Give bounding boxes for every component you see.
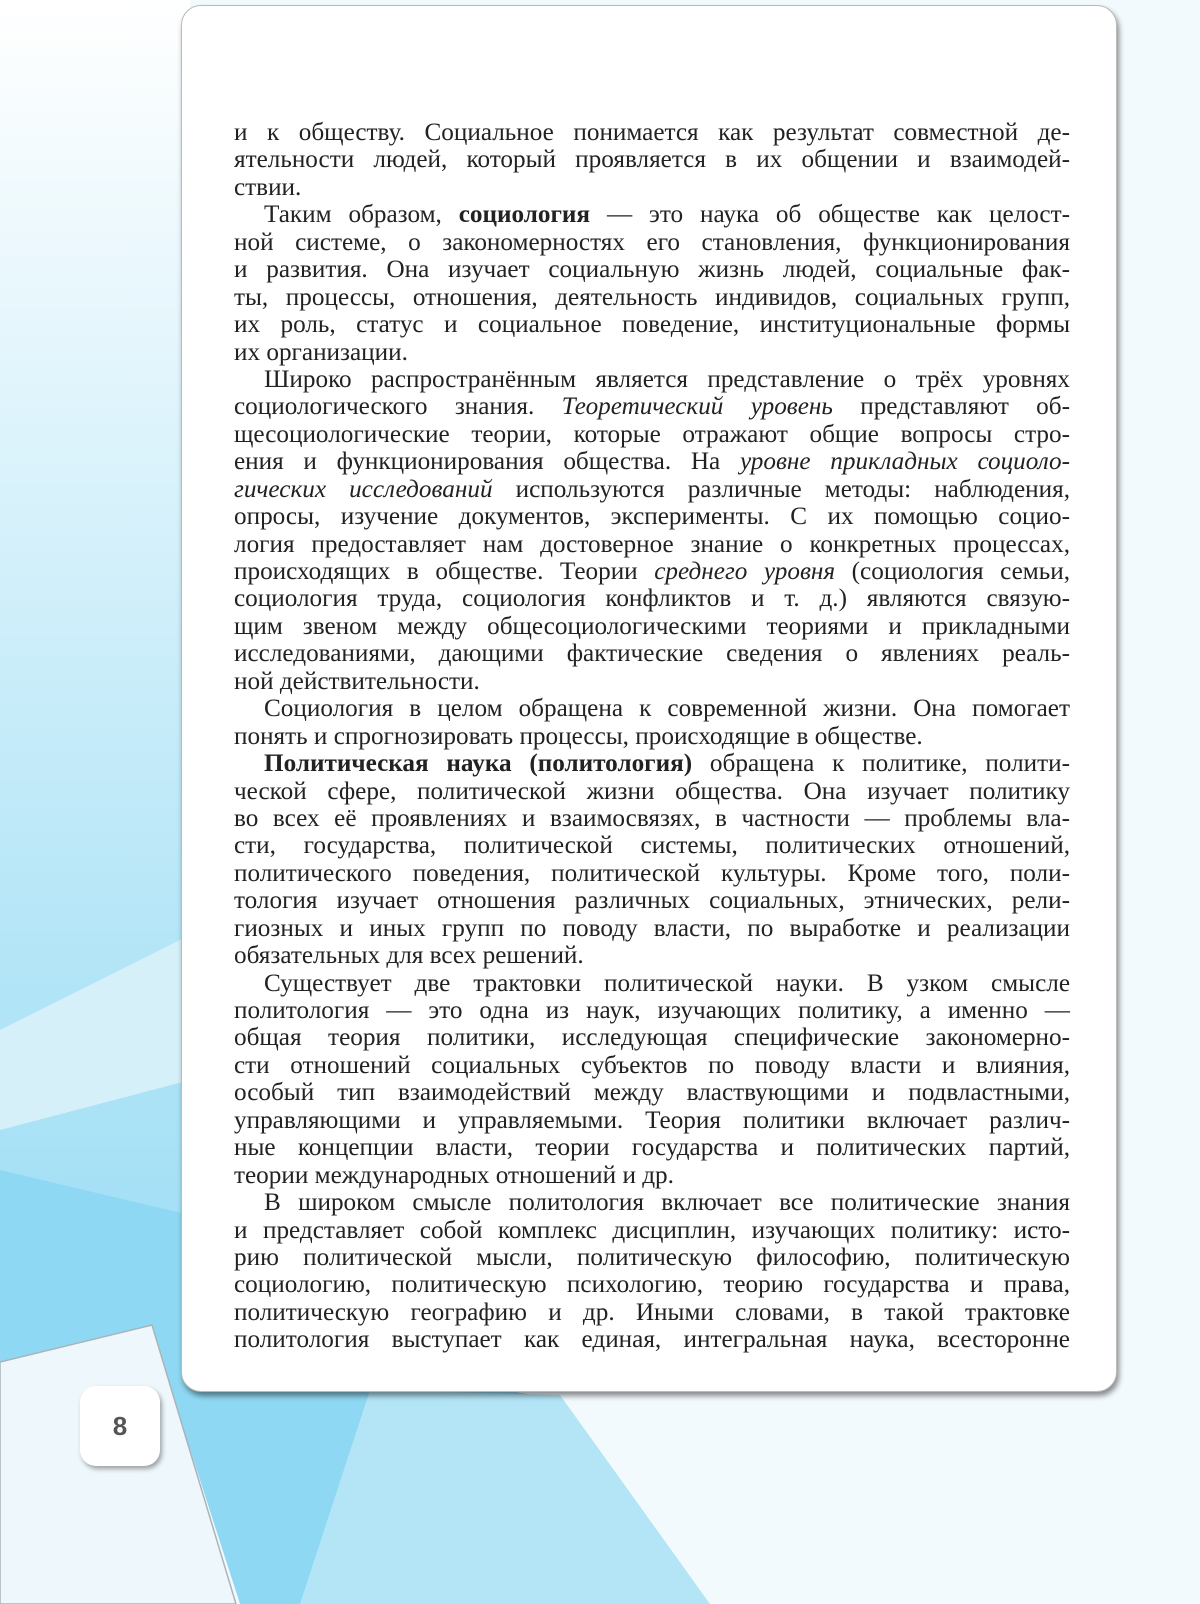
italic-term: гических исследований [234, 475, 493, 503]
text-segment: ения и функционирования общества. На [234, 448, 740, 476]
text-segment: управляющими и управляемыми. Теория политики включает различ- [234, 1106, 1070, 1134]
text-line [234, 146, 1070, 173]
text-line [234, 1052, 1070, 1079]
text-segment: ной действительности. [234, 667, 480, 695]
text-line [234, 256, 1070, 283]
text-line [234, 1271, 1070, 1298]
text-segment: и развития. Она изучает социальную жизнь людей, социальные фак- [234, 256, 1070, 284]
text-line [234, 750, 1070, 777]
text-segment: теории международных отношений и др. [234, 1161, 674, 1189]
text-line [234, 585, 1070, 612]
text-segment: социологию, политическую психологию, теорию государства и права, [234, 1271, 1070, 1299]
text-line [234, 476, 1070, 503]
text-segment: и представляет собой комплекс дисциплин, изучающих политику: исто- [234, 1216, 1070, 1244]
bold-term: социология [458, 201, 591, 229]
page-number: 8 [80, 1386, 160, 1466]
text-line [234, 695, 1070, 722]
text-segment: исследованиями, дающими фактические сведения о явлениях реаль- [234, 640, 1070, 668]
text-segment: представляют об- [832, 393, 1070, 421]
text-segment: Социология в целом обращена к современной жизни. Она помогает [264, 695, 1070, 723]
text-segment: (социология семьи, [835, 558, 1071, 585]
text-line [234, 311, 1070, 338]
text-line [234, 613, 1070, 640]
text-segment: политического поведения, политической культуры. Кроме того, поли- [234, 859, 1070, 887]
text-segment: общая теория политики, исследующая специфические закономерно- [234, 1024, 1070, 1052]
text-segment: Таким образом, [264, 201, 459, 229]
text-line [234, 805, 1070, 832]
text-segment: их организации. [234, 338, 408, 366]
bold-term: Политическая наука (политология) [264, 750, 693, 778]
text-line [234, 997, 1070, 1024]
text-segment: ческой сфере, политической жизни общества. Она изучает политику [234, 777, 1070, 805]
text-segment: сти, государства, политической системы, политических отношений, [234, 832, 1070, 860]
text-segment: щесоциологические теории, которые отражают общие вопросы стро- [234, 420, 1070, 448]
text-segment: политология выступает как единая, интегральная наука, всесторонне [234, 1326, 1070, 1354]
text-segment: понять и спрогнозировать процессы, происходящие в обществе. [234, 722, 923, 750]
text-segment: во всех её проявлениях и взаимосвязях, в частности — проблемы вла- [234, 804, 1070, 832]
text-line [234, 668, 1070, 695]
text-segment: В широком смысле политология включает все политические знания [264, 1189, 1070, 1217]
text-segment: щим звеном между общесоциологическими теориями и прикладными [234, 612, 1070, 640]
text-line [234, 1107, 1070, 1134]
text-segment: социология труда, социология конфликтов и т. д.) являются связую- [234, 585, 1070, 613]
text-line [234, 339, 1070, 366]
text-segment: ятельности людей, который проявляется в их общении и взаимодей- [234, 146, 1070, 174]
text-line [234, 1162, 1070, 1189]
italic-term: Теоретический уровень [561, 393, 833, 421]
text-segment: Широко распространённым является представление о трёх уровнях [264, 365, 1070, 393]
text-line [234, 1244, 1070, 1271]
text-line [234, 366, 1070, 393]
text-segment: Существует две трактовки политической науки. В узком смысле [264, 969, 1070, 997]
text-line [234, 229, 1070, 256]
text-line [234, 448, 1070, 475]
text-line [234, 1299, 1070, 1326]
text-line [234, 558, 1070, 585]
text-segment: и к обществу. Социальное понимается как результат совместной де- [234, 119, 1070, 146]
text-line [234, 393, 1070, 420]
text-line [234, 1217, 1070, 1244]
text-segment: сти отношений социальных субъектов по поводу власти и влияния, [234, 1051, 1070, 1079]
text-line [234, 1134, 1070, 1161]
text-card [181, 5, 1117, 1392]
text-line [234, 119, 1070, 146]
text-line [234, 201, 1070, 228]
text-segment: особый тип взаимодействий между властвующими и подвластными, [234, 1079, 1070, 1107]
text-line [234, 1024, 1070, 1051]
text-line [234, 1189, 1070, 1216]
body-text [234, 119, 1070, 1354]
text-line [234, 887, 1070, 914]
text-line [234, 915, 1070, 942]
text-segment: ствии. [234, 173, 302, 201]
text-line [234, 284, 1070, 311]
text-segment: их роль, статус и социальное поведение, институциональные формы [234, 311, 1070, 339]
text-line [234, 970, 1070, 997]
text-segment: гиозных и иных групп по поводу власти, по выработке и реализации [234, 914, 1070, 942]
text-line [234, 778, 1070, 805]
text-line [234, 531, 1070, 558]
text-line [234, 942, 1070, 969]
text-segment: обращена к политике, полити- [692, 750, 1070, 778]
text-segment: — это наука об обществе как целост- [590, 201, 1070, 229]
italic-term: уровне прикладных социоло- [739, 448, 1071, 476]
text-segment: ные концепции власти, теории государства и политических партий, [234, 1134, 1070, 1162]
text-segment: социологического знания. [234, 393, 562, 421]
text-line [234, 723, 1070, 750]
text-segment: обязательных для всех решений. [234, 942, 584, 970]
text-line [234, 174, 1070, 201]
text-segment: логия предоставляет нам достоверное знание о конкретных процессах, [234, 530, 1070, 558]
text-line [234, 1326, 1070, 1353]
text-line [234, 832, 1070, 859]
text-line [234, 640, 1070, 667]
text-segment: происходящих в обществе. Теории [234, 558, 655, 585]
text-segment: ты, процессы, отношения, деятельность индивидов, социальных групп, [234, 283, 1070, 311]
text-segment: политология — это одна из наук, изучающих политику, а именно — [234, 997, 1070, 1024]
text-line [234, 503, 1070, 530]
text-line [234, 1079, 1070, 1106]
text-line [234, 860, 1070, 887]
text-segment: рию политической мысли, политическую философию, политическую [234, 1243, 1070, 1271]
text-segment: политическую географию и др. Иными словами, в такой трактовке [234, 1298, 1070, 1326]
italic-term: среднего уровня [654, 558, 836, 585]
text-segment: тология изучает отношения различных социальных, этнических, рели- [234, 887, 1070, 915]
text-line [234, 421, 1070, 448]
text-segment: ной системе, о закономерностях его становления, функционирования [234, 228, 1070, 256]
text-segment: используются различные методы: наблюдения, [492, 475, 1070, 503]
text-segment: опросы, изучение документов, эксперименты. С их помощью социо- [234, 503, 1070, 531]
